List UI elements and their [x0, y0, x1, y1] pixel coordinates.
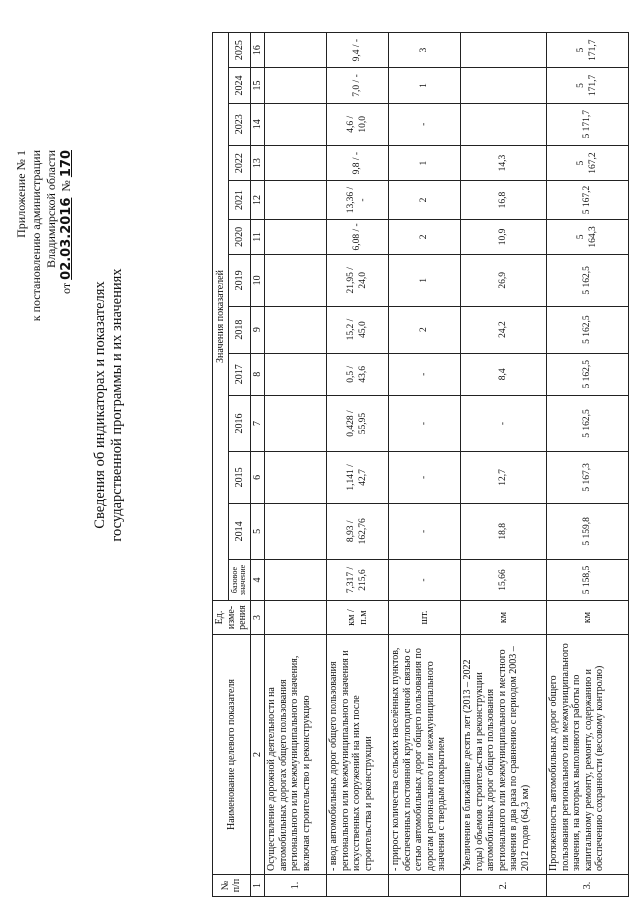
value-cell: 6,08 / -: [327, 219, 389, 254]
header-year: 2025: [229, 33, 250, 68]
column-number: 1: [250, 875, 265, 897]
header-year: 2018: [229, 306, 250, 353]
value-cell: 5 167,2: [547, 145, 629, 180]
value-cell: 2: [389, 181, 461, 220]
value-cell: 5 171,7: [547, 68, 629, 103]
header-year: 2023: [229, 103, 250, 145]
column-number: 9: [250, 306, 265, 353]
column-number: 11: [250, 219, 265, 254]
header-unit: Ед. изме-рения: [213, 601, 251, 635]
appendix-line2: к постановлению администрации: [29, 150, 43, 322]
column-number: 6: [250, 452, 265, 504]
title-line2: государственной программы и их значениях: [109, 268, 125, 542]
value-cell: [461, 103, 547, 145]
value-cell: 24,2: [461, 306, 547, 353]
header-base: базовое значение: [229, 560, 250, 601]
unit-cell: км: [547, 601, 629, 635]
value-cell: 5 171,7: [547, 103, 629, 145]
value-cell: 9,8 / -: [327, 145, 389, 180]
value-cell: 12,7: [461, 452, 547, 504]
value-cell: 5 158,5: [547, 560, 629, 601]
value-cell: 21,95 / 24,0: [327, 255, 389, 307]
value-cell: -: [389, 103, 461, 145]
header-year: 2015: [229, 452, 250, 504]
row-number: [327, 875, 389, 897]
date-value: 02.03.2016: [59, 197, 74, 280]
table-row: [389, 33, 461, 897]
column-number: 5: [250, 503, 265, 559]
value-cell: [265, 103, 327, 145]
value-cell: [265, 33, 327, 68]
value-cell: 15,2 / 45,0: [327, 306, 389, 353]
value-cell: [265, 306, 327, 353]
value-cell: 1: [389, 68, 461, 103]
appendix-line3: Владимирской области: [44, 150, 58, 268]
table-row: [265, 33, 327, 897]
value-cell: -: [389, 560, 461, 601]
value-cell: 14,3: [461, 145, 547, 180]
value-cell: 18,8: [461, 503, 547, 559]
value-cell: 5 164,3: [547, 219, 629, 254]
header-year: 2014: [229, 503, 250, 559]
appendix-block: [14, 150, 74, 321]
indicator-name: - прирост количества сельских населённых пунктов, обеспеченных постоянной круглогодичной связью с сетью автомобильных дорог общего пользования по дорогам регионального или межмуниципального значения с твердым покрытием: [389, 635, 461, 875]
value-cell: 8,93 / 162,76: [327, 503, 389, 559]
value-cell: 2: [389, 219, 461, 254]
value-cell: -: [389, 395, 461, 451]
value-cell: [265, 255, 327, 307]
row-number: 3.: [547, 875, 629, 897]
value-cell: -: [389, 503, 461, 559]
value-cell: 5 171,7: [547, 33, 629, 68]
page-title: [92, 155, 126, 655]
table-body: [265, 33, 629, 897]
value-cell: 7,0 / -: [327, 68, 389, 103]
value-cell: 16,8: [461, 181, 547, 220]
value-cell: 5 162,5: [547, 255, 629, 307]
value-cell: 15,66: [461, 560, 547, 601]
column-number: 4: [250, 560, 265, 601]
value-cell: 4,6 / 10,0: [327, 103, 389, 145]
header-year: 2016: [229, 395, 250, 451]
value-cell: 1: [389, 255, 461, 307]
number-prefix: №: [59, 180, 73, 192]
unit-cell: км: [461, 601, 547, 635]
header-values-group: Значения показателей: [213, 33, 229, 601]
value-cell: 13,36 / -: [327, 181, 389, 220]
value-cell: [461, 33, 547, 68]
value-cell: [265, 353, 327, 395]
date-prefix: от: [59, 282, 73, 294]
value-cell: 5 162,5: [547, 395, 629, 451]
indicator-name: Осуществление дорожной деятельности на автомобильных дорогах общего пользования регионального или межмуниципального значения, включая строительство и реконструкцию: [265, 635, 327, 875]
header-year: 2024: [229, 68, 250, 103]
header-year: 2019: [229, 255, 250, 307]
number-value: 170: [59, 150, 74, 178]
row-number: [389, 875, 461, 897]
value-cell: 0,5 / 43,6: [327, 353, 389, 395]
value-cell: 1: [389, 145, 461, 180]
header-num: № п/п: [213, 875, 251, 897]
value-cell: [461, 68, 547, 103]
indicator-name: Увеличение в ближайшие десять лет (2013 – 2022 годы) объемов строительства и реконструкции автомобильных дорог общего пользования регионального или межмуниципального и местного значения в два раза по сравнению с периодом 2003 – 2012 годов (64,3 км): [461, 635, 547, 875]
unit-cell: [265, 601, 327, 635]
title-line1: Сведения об индикаторах и показателях: [92, 281, 108, 529]
header-name: Наименование целевого показателя: [213, 635, 251, 875]
row-number: 1.: [265, 875, 327, 897]
column-number: 8: [250, 353, 265, 395]
value-cell: 7,317 / 215,6: [327, 560, 389, 601]
column-number: 16: [250, 33, 265, 68]
column-number: 13: [250, 145, 265, 180]
column-number: 12: [250, 181, 265, 220]
header-year: 2022: [229, 145, 250, 180]
unit-cell: км / п.м: [327, 601, 389, 635]
value-cell: [265, 181, 327, 220]
value-cell: 5 162,5: [547, 306, 629, 353]
header-year: 2017: [229, 353, 250, 395]
table-row: [547, 33, 629, 897]
column-number: 15: [250, 68, 265, 103]
table-row: [461, 33, 547, 897]
column-number: 10: [250, 255, 265, 307]
column-number: 14: [250, 103, 265, 145]
row-number: 2.: [461, 875, 547, 897]
value-cell: 8,4: [461, 353, 547, 395]
unit-cell: шт.: [389, 601, 461, 635]
value-cell: [265, 503, 327, 559]
indicators-table: [212, 32, 629, 897]
value-cell: 5 162,5: [547, 353, 629, 395]
value-cell: 5 167,3: [547, 452, 629, 504]
value-cell: [265, 452, 327, 504]
indicator-name: - ввод автомобильных дорог общего пользования регионального или межмуниципального значения и искусственных сооружений на них после строительства и реконструкции: [327, 635, 389, 875]
value-cell: -: [461, 395, 547, 451]
header-year: 2020: [229, 219, 250, 254]
value-cell: [265, 68, 327, 103]
value-cell: 1,141 / 42,7: [327, 452, 389, 504]
value-cell: 2: [389, 306, 461, 353]
value-cell: 26,9: [461, 255, 547, 307]
column-number: 2: [250, 635, 265, 875]
header-year: 2021: [229, 181, 250, 220]
value-cell: -: [389, 452, 461, 504]
column-number: 3: [250, 601, 265, 635]
value-cell: 9,4 / -: [327, 33, 389, 68]
column-number: 7: [250, 395, 265, 451]
value-cell: 5 159,8: [547, 503, 629, 559]
column-number-row: [250, 33, 265, 897]
header-row-1: [213, 33, 229, 897]
value-cell: 5 167,2: [547, 181, 629, 220]
value-cell: 3: [389, 33, 461, 68]
appendix-date-line: [59, 150, 74, 321]
value-cell: [265, 395, 327, 451]
indicator-name: Протяженность автомобильных дорог общего пользования регионального или межмуниципального значения, на которых выполняются работы по капитальному ремонту, ремонту, содержанию и обеспечению сохранности (весовому контролю): [547, 635, 629, 875]
table-row: [327, 33, 389, 897]
value-cell: 10,9: [461, 219, 547, 254]
value-cell: [265, 219, 327, 254]
value-cell: [265, 560, 327, 601]
value-cell: [265, 145, 327, 180]
appendix-line1: Приложение № 1: [14, 150, 28, 238]
value-cell: -: [389, 353, 461, 395]
value-cell: 0,428 / 55,95: [327, 395, 389, 451]
